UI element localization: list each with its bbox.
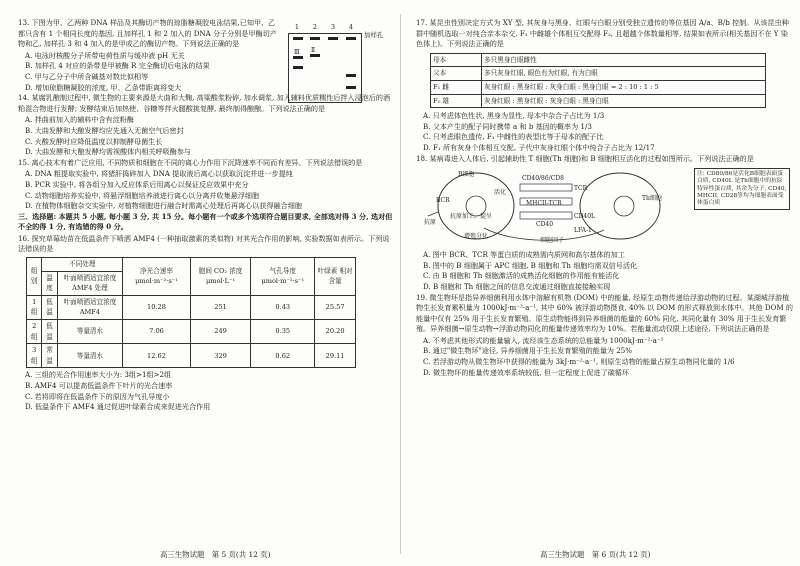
table-cell: 1 组 (27, 295, 42, 319)
table-row (431, 94, 766, 108)
table-cell: 12.62 (123, 344, 191, 368)
q16-option-a: A. 三组的光合作用速率大小为: 3组>1组>2组 (25, 370, 172, 380)
table-row (27, 344, 356, 368)
q15-option-d: D. 在植物体细胞杂交实验中, 对植物细胞进行融合时需离心处理后再离心以获得融合细胞 (25, 201, 302, 211)
table-cell: 10.28 (123, 295, 191, 319)
label-proliferation: 增殖分化 (464, 233, 489, 241)
gel-band-1b (293, 66, 303, 69)
question-17 (416, 18, 794, 154)
q14-option-d: D. 大曲发酵和大酿发酵均需视酸体内相关呼吸酶参与 (25, 147, 192, 157)
gel-well-1 (293, 37, 303, 40)
table-cell: 7.06 (123, 320, 191, 344)
gel-well-3 (328, 37, 338, 40)
table-header: 不同处理 (42, 258, 123, 272)
table-row (431, 80, 766, 94)
table-cell: 多只灰身红眼, 眼色有为红眼, 有为白眼 (482, 67, 766, 81)
left-page-footer: 高三生物试题 第 5 页(共 12 页) (160, 550, 271, 559)
q15-stem: 15. 离心技术有着广泛应用, 不同物质和细胞在不同的离心力作用下沉降速率不同而有差异。下列说法错误的是 (18, 157, 363, 167)
q19-option-b: B. 通过"微生物环"途径, 异养细菌用于生长发育繁殖的能量为 25% (423, 346, 633, 356)
diagram-note: 注: CD80/86是活化B细胞表面蛋白质, CD40L 是Th细胞中的抗原特异性蛋白质, 其余为分子, CD40, MHCII, CD28等均为细胞表面受体蛋白质 (694, 168, 790, 210)
table-cell: 常温 (42, 344, 57, 368)
table-cell: 灰身红眼 : 黑身红眼 : 灰身白眼 : 黑身白眼 = 2 : 10 : 1 : 5 (482, 80, 766, 94)
band-label-ii: Ⅱ (311, 46, 316, 54)
table-cell: 灰身红眼 : 黑身红眼 : 灰身白眼 : 黑身白眼 (482, 94, 766, 108)
q14-option-a: A. 拌曲前加入的辅料中含有淀粉酶 (25, 115, 134, 125)
table-header: 叶绿素 相对含量 (315, 258, 356, 296)
label-tcr: TCR (574, 185, 588, 193)
th-cell-outline (580, 173, 660, 239)
section-3-heading: 三、选择题: 本题共 5 小题, 每小题 3 分, 共 15 分。每小题有一个或多个选项符合题目要求, 全部选对得 3 分, 选对但不全的得 1 分, 有选错的得 0 分。 (18, 211, 393, 232)
table-cell: 251 (190, 295, 250, 319)
receptor-bar-3 (520, 212, 572, 219)
table-cell: 父本 (431, 67, 482, 81)
table-cell: 3 组 (27, 344, 42, 368)
table-cell: 等量清水 (57, 344, 122, 368)
q16-stem: 16. 探究草莓幼苗在低温条件下喷洒 AMF4 (一种抽取激素的类似物) 对其光合作用的影响, 实验数据如表所示。下列说法错误的是 (18, 233, 390, 254)
q17-option-a: A. 只考虑体色性状, 黑身为显性, 母本中杂合子占比为 1/3 (423, 111, 605, 121)
gel-well-2 (310, 37, 320, 40)
table-cell: 低温 (42, 320, 57, 344)
table-cell: 20.20 (315, 320, 356, 344)
q19-option-a: A. 不考虑其他形式的能量输入, 流经该生态系统的总能量为 1000kJ·m⁻²·a⁻¹ (423, 335, 664, 345)
gel-legend: 加样孔 (364, 31, 384, 39)
table-row (27, 295, 356, 319)
gel-figure (284, 22, 394, 122)
table-header: 气孔导度 μmol·m⁻²·s⁻¹ (251, 258, 315, 296)
q13-option-c: C. 甲与乙分子中所含碱基对数比似相等 (25, 71, 149, 81)
gel-lane-3: 3 (330, 23, 336, 31)
gel-box (288, 33, 362, 103)
q13-option-b: B. 加样孔 4 对应的条带是甲被酶 R 完全酶切后电泳的结果 (25, 61, 210, 71)
table-cell: F₁ 雄 (431, 94, 482, 108)
q14-option-b: B. 大曲发酵和大酿发酵均应先通入无菌空气后密封 (25, 125, 184, 135)
question-13 (18, 18, 396, 93)
label-activation: 活化 (494, 189, 507, 197)
q15-option-a: A. DNA 粗提取实验中, 将猪肝捣碎加入 DNA 提取液后离心以获取沉淀并进一步提纯 (25, 169, 293, 179)
q18-option-c: C. 由 B 细胞和 Th 细胞激活的成熟活化细胞的作用能有能活化 (423, 271, 620, 281)
gel-lane-labels (288, 22, 360, 33)
table-cell: 多只黑身白眼雌性 (482, 53, 766, 67)
q19-stem: 19. 微生物环是指异养细菌利用水体中溶解有机物 (DOM) 中的能量, 经原生动物传递给浮游动物的过程。某湖城浮游植物生长发育累积量为 1000kJ·m⁻²·a⁻¹, 其中 60% 被浮游动物摄食, 40% 以 DOM 的形式释放到水体中。其他 DOM 的能量中仅有 25% 用于生长发育繁殖。原生动物能得到异养细菌的能量的 60% 同化, 其同化量有 30% 用于生长发育繁殖。异养细菌→原生动物→浮游动物同化的能量传递效率均为 10%。若能量流动仅限上述途径, 下列说法正确的是 (416, 292, 793, 334)
q17-option-d: D. F₁ 所有灰身个体相互交配, 子代中灰身红眼个体中纯合子占比为 12/17 (423, 142, 655, 152)
immune-diagram (424, 166, 794, 248)
question-16 (18, 234, 396, 413)
table-cell: 母本 (431, 53, 482, 67)
table-cell: 0.43 (251, 295, 315, 319)
q16-option-c: C. 若将即将在低温条件下的原因为气孔导度小 (25, 391, 170, 401)
table-header-row (27, 258, 356, 272)
gel-lane-2: 2 (312, 23, 318, 31)
right-page-footer: 高三生物试题 第 6 页(共 12 页) (540, 550, 651, 559)
band-label-iii: Ⅲ (294, 48, 300, 56)
q14-stem: 14. 某腐乳酿制过程中, 微生物的主要来源是大曲和大麴, 高粱酸浆粉碎, 加水调浆, 加入辅料优质糯性后拌入浸泡后的酒粕混合物进行发酵; 发酵结束后加热使、谷糠等拌火腿酸挑复酵, 最终制得酿酿。下列说法正确的是 (18, 93, 391, 113)
q17-stem: 17. 某昆虫性别决定方式为 XY 型, 其灰身与黑身、红眼与白眼分别受独立遗传的等位基因 A/a、B/b 控制。从该昆虫种群中随机选取一对纯合亲本杂交, F₁ 中雌雄个体相互交配得 F₂, 且超越个体数量相等, 结果如表所示(相关基因不在 Y 染色体上)。下列说法正确的是 (416, 18, 789, 49)
table-cell: 叶面喷洒适宜浓度AMF4 (57, 295, 122, 319)
table-header: 组别 (27, 258, 42, 296)
left-page (18, 18, 396, 413)
label-th-cell: Th细胞 (642, 195, 662, 203)
table-cell: 29.11 (315, 344, 356, 368)
table-header: 胞间 CO₂ 浓度 μmol·L⁻¹ (190, 258, 250, 296)
q19-option-d: D. 微生物环的能量传递效率系统较低, 但一定程度上促进了碳循环 (423, 367, 629, 377)
table-row (431, 53, 766, 67)
q16-option-b: B. AMF4 可以提高低温条件下叶片的光合速率 (25, 381, 173, 390)
right-page (416, 18, 794, 378)
label-lfa1: LFA-1 (574, 227, 592, 235)
antigen-arrow (428, 212, 438, 216)
table-cell: 0.62 (251, 344, 315, 368)
th-cell-nucleus (614, 196, 634, 216)
q16-option-d: D. 低温条件下 AMF4 通过促进叶绿素合成来促进光合作用 (25, 402, 211, 412)
label-bcr: BCR (436, 197, 450, 205)
label-b-cell: B细胞 (458, 171, 475, 179)
question-15 (18, 158, 396, 212)
q17-table (430, 53, 766, 108)
q17-option-b: B. 父本产生的配子同时携带 a 和 b 基因的概率为 1/3 (423, 121, 592, 131)
receptor-bar-1 (520, 184, 572, 191)
table-cell: 329 (190, 344, 250, 368)
label-antigen: 抗原 (424, 219, 437, 227)
q18-stem: 18. 某病毒进入人体后, 引起辅助性 T 细胞(Th 细胞)和 B 细胞相互活化的过程如图所示。下列说法正确的是 (416, 153, 754, 163)
q18-option-a: A. 图中 BCR、TCR 等蛋白质的成熟需内质网和高尔基体的加工 (423, 250, 625, 260)
label-cd40-86: CD40/86/CD8 (522, 175, 564, 183)
label-cytokine: 细胞因子 (540, 237, 565, 245)
gel-lane-1: 1 (294, 23, 300, 31)
label-cd40l: CD40L (574, 213, 596, 221)
table-cell: 低温 (42, 295, 57, 319)
question-19 (416, 293, 794, 379)
gel-band-4a (346, 74, 356, 77)
table-cell: 2 组 (27, 320, 42, 344)
label-cd40: CD40 (536, 221, 554, 229)
table-cell: 0.35 (251, 320, 315, 344)
q17-option-c: C. 只考虑眼色遗传, F₁ 中雌性的表型比等于母本的配子比 (423, 132, 604, 142)
q18-option-d: D. B 细胞和 Th 细胞之间的信息交流通过细胞直接接触实现 (423, 281, 611, 291)
q16-table (26, 257, 356, 368)
gel-lane-4: 4 (348, 23, 354, 31)
column-divider (400, 14, 401, 554)
table-row (27, 320, 356, 344)
q15-option-c: C. 动物细胞培养实验中, 将悬浮细胞培养液进行离心以分离并收集悬浮细胞 (25, 190, 260, 200)
label-antigen-processing: 抗原加工、提呈 (450, 213, 493, 221)
table-cell: 249 (190, 320, 250, 344)
label-mhcii-tcr: MHCII-TCR (526, 200, 562, 208)
q13-option-a: A. 电泳时核酸分子所带电荷性质与缓冲液 pH 无关 (25, 50, 185, 60)
table-subheader: 温度 (42, 271, 57, 295)
question-18 (416, 154, 794, 293)
table-subheader: 叶面喷洒适宜浓度 AMF4 处理 (57, 271, 122, 295)
table-header: 净光合速率 μmol·m⁻²·s⁻¹ (123, 258, 191, 296)
gel-well-4 (346, 37, 356, 40)
q15-option-b: B. PCR 实验中, 将各组分加入反应体系后用离心以保证反应效果中充分 (25, 179, 249, 189)
q13-stem: 13. 下图为甲、乙两种 DNA 样品及其酶切产物的琼脂糖凝胶电泳结果,已知甲、乙都只含有 1 个相同长度的基因, 且加样孔 1 和 2 加入的 DNA 分子分别是甲酶切产物和乙, 加样孔 3 和 4 加入的是甲或乙的酶切产物。下列说法正确的是 (18, 18, 277, 49)
q18-option-b: B. 图中的 B 细胞属于 APC 细胞, B 细胞和 Th 细胞均需双信号活化 (423, 260, 638, 270)
table-cell: F₁ 雌 (431, 80, 482, 94)
q14-option-c: C. 火酸发酵时应降低温度以抑制酵母菌生长 (25, 136, 163, 146)
table-row (431, 67, 766, 81)
table-cell: 等量清水 (57, 320, 122, 344)
q13-option-d: D. 增加琼脂糖凝胶的浓度, 甲、乙条带距离将变大 (25, 82, 182, 92)
table-cell: 25.57 (315, 295, 356, 319)
gel-band-4b (346, 86, 356, 89)
q19-option-c: C. 若浮游动物从微生物环中获得的能量为 3kJ·m⁻²·a⁻¹, 则原生动物的能量占原生动物同化量的 1/6 (423, 357, 735, 367)
